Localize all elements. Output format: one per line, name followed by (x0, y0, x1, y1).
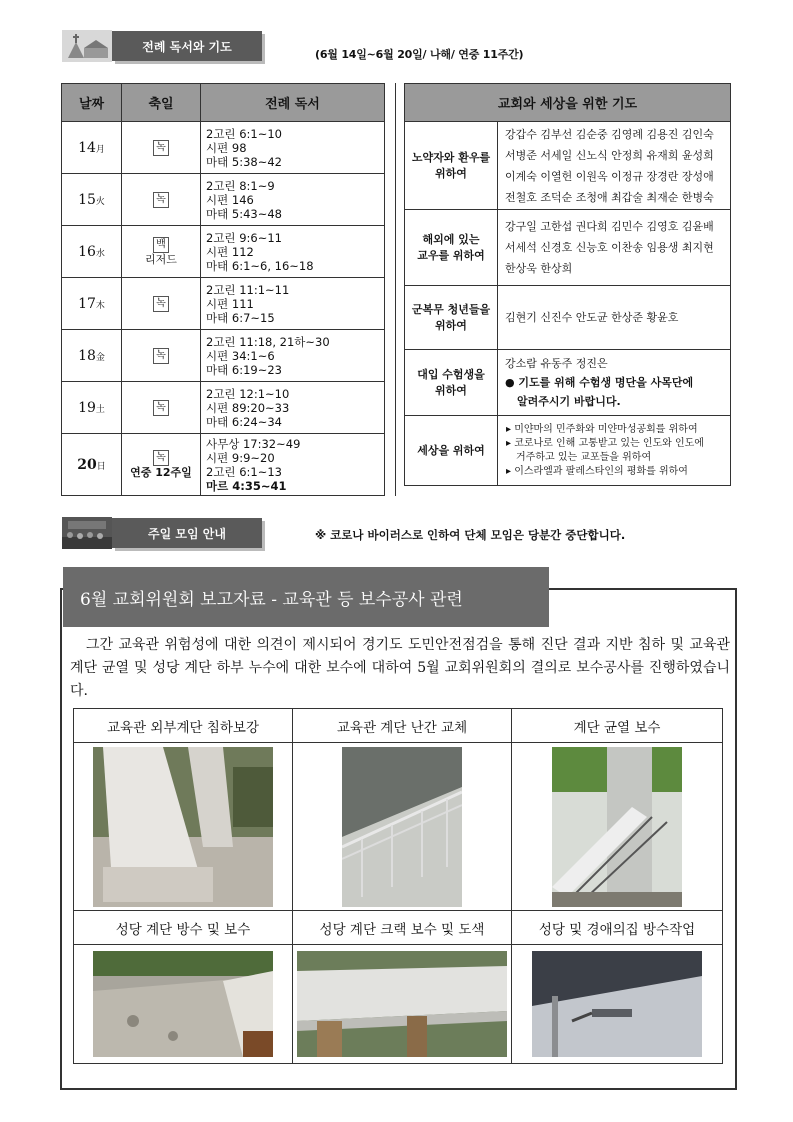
photo-cell (512, 743, 723, 911)
repair-photo-grid (73, 708, 723, 1064)
liturgical-color: 녹 (153, 400, 169, 416)
prayer-table (404, 83, 731, 486)
prayer-category: 군복무 청년들을 위하여 (405, 286, 498, 350)
feast-label: 리저드 (145, 252, 177, 266)
prayer-row (405, 286, 731, 350)
reading-line: 시편 146 (206, 192, 254, 207)
prayer-row (405, 210, 731, 286)
reading-cell (201, 122, 385, 174)
liturgical-color: 녹 (153, 450, 169, 466)
liturgy-period: (6월 14일~6월 20일/ 나해/ 연중 11주간) (315, 48, 524, 61)
prayer-names: 김현기 신진수 안도균 한상준 황윤호 (498, 286, 731, 350)
reading-line: 사무상 17:32~49 (206, 436, 301, 451)
reading-line: 시편 98 (206, 140, 247, 155)
liturgy-section-title: 전례 독서와 기도 (112, 31, 262, 61)
photo-cell (74, 743, 293, 911)
meeting-thumbnail (62, 517, 112, 549)
reading-line: 시편 112 (206, 244, 254, 259)
reading-line: 2고린 11:1~11 (206, 282, 290, 297)
reading-cell (201, 278, 385, 330)
liturgical-color: 녹 (153, 296, 169, 312)
prayer-row (405, 416, 731, 486)
reading-line: 마태 6:19~23 (206, 362, 282, 377)
prayer-category: 세상을 위하여 (405, 416, 498, 486)
report-title: 6월 교회위원회 보고자료 - 교육관 등 보수공사 관련 (63, 567, 549, 627)
photo-caption: 성당 계단 크랙 보수 및 도색 (293, 911, 512, 945)
reading-date: 20日 (62, 434, 122, 496)
feast-cell (122, 382, 201, 434)
reading-row (62, 278, 385, 330)
prayer-world-list: ▸ 미얀마의 민주화와 미얀마성공회를 위하여 ▸ 코로나로 인해 고통받고 있는 인도와 인도에 거주하고 있는 교포들을 위하여 ▸ 이스라엘과 팔레스타인의 평화를 위하여 (498, 416, 731, 486)
prayer-names: 강구일 고한섭 권다희 김민수 김영호 김윤배 서세석 신경호 신능호 이찬송 임용생 최지현 한상욱 한상희 (498, 210, 731, 286)
photo-caption: 성당 및 경애의집 방수작업 (512, 911, 723, 945)
prayer-category: 해외에 있는 교우를 위하여 (405, 210, 498, 286)
reading-line: 시편 111 (206, 296, 254, 311)
repair-photo-railing (342, 747, 462, 907)
photo-cell (74, 945, 293, 1064)
photo-caption: 성당 계단 방수 및 보수 (74, 911, 293, 945)
feast-cell (122, 122, 201, 174)
liturgy-readings-table (61, 83, 385, 496)
meeting-section-title: 주일 모임 안내 (112, 518, 262, 548)
reading-row (62, 330, 385, 382)
reading-line: 마태 6:1~6, 16~18 (206, 258, 314, 273)
reading-cell (201, 382, 385, 434)
meeting-section-header (62, 517, 262, 549)
repair-photo-crack-paint (297, 951, 507, 1057)
reading-line: 2고린 8:1~9 (206, 178, 275, 193)
reading-date: 17木 (62, 278, 122, 330)
reading-date: 19土 (62, 382, 122, 434)
feast-cell (122, 278, 201, 330)
liturgical-color: 백 (153, 237, 169, 253)
reading-line: 마태 5:38~42 (206, 154, 282, 169)
prayer-category: 대입 수험생을 위하여 (405, 350, 498, 416)
prayer-table-header: 교회와 세상을 위한 기도 (405, 84, 731, 122)
table-divider (395, 83, 396, 496)
photo-caption: 교육관 외부계단 침하보강 (74, 709, 293, 743)
reading-date: 18金 (62, 330, 122, 382)
photo-cell (293, 945, 512, 1064)
prayer-names: 강갑수 김부선 김순중 김영례 김용진 김인숙 서병준 서세일 신노식 안정희 유재희 윤성희 이계숙 이열헌 이원옥 이정규 장경란 장성애 전철호 조덕순 조청애 최갑술 최재순 한병숙 (498, 122, 731, 210)
feast-cell (122, 434, 201, 496)
photo-caption: 계단 균열 보수 (512, 709, 723, 743)
reading-line: 시편 34:1~6 (206, 348, 275, 363)
meeting-notice: ※ 코로나 바이러스로 인하여 단체 모임은 당분간 중단합니다. (315, 528, 626, 542)
repair-photo-waterproofing (532, 951, 702, 1057)
prayer-names: 강소람 유동주 정진은 ● 기도를 위해 수험생 명단을 사목단에 알려주시기 바랍니다. (498, 350, 731, 416)
reading-cell (201, 226, 385, 278)
feast-cell (122, 330, 201, 382)
reading-line: 2고린 12:1~10 (206, 386, 290, 401)
feast-label: 연중 12주일 (130, 465, 192, 479)
date-column-header: 날짜 (62, 84, 122, 122)
prayer-category: 노약자와 환우를 위하여 (405, 122, 498, 210)
reading-line: 시편 89:20~33 (206, 400, 290, 415)
repair-photo-cathedral-stairs (93, 951, 273, 1057)
photo-caption: 교육관 계단 난간 교체 (293, 709, 512, 743)
liturgical-color: 녹 (153, 192, 169, 208)
reading-line: 2고린 9:6~11 (206, 230, 282, 245)
church-thumbnail (62, 30, 112, 62)
repair-photo-stair-crack (552, 747, 682, 907)
feast-column-header: 축일 (122, 84, 201, 122)
reading-date: 15火 (62, 174, 122, 226)
reading-line: 2고린 6:1~10 (206, 126, 282, 141)
reading-row (62, 434, 385, 496)
reading-date: 14月 (62, 122, 122, 174)
reading-row (62, 382, 385, 434)
reading-line: 시편 9:9~20 (206, 450, 275, 465)
reading-cell (201, 434, 385, 496)
readings-column-header: 전례 독서 (201, 84, 385, 122)
reading-cell (201, 330, 385, 382)
feast-cell (122, 174, 201, 226)
reading-cell (201, 174, 385, 226)
photo-cell (512, 945, 723, 1064)
liturgy-section-header (62, 30, 262, 62)
reading-line: 마태 6:24~34 (206, 414, 282, 429)
reading-line: 마태 5:43~48 (206, 206, 282, 221)
reading-date: 16水 (62, 226, 122, 278)
feast-cell (122, 226, 201, 278)
repair-photo-stair-base (93, 747, 273, 907)
photo-cell (293, 743, 512, 911)
reading-line: 2고린 6:1~13 (206, 464, 282, 479)
prayer-row (405, 350, 731, 416)
liturgical-color: 녹 (153, 348, 169, 364)
reading-line: 마르 4:35~41 (206, 478, 287, 493)
liturgical-color: 녹 (153, 140, 169, 156)
prayer-row (405, 122, 731, 210)
reading-row (62, 226, 385, 278)
reading-line: 마태 6:7~15 (206, 310, 275, 325)
reading-row (62, 174, 385, 226)
report-body: 그간 교육관 위험성에 대한 의견이 제시되어 경기도 도민안전점검을 통해 진단 결과 지반 침하 및 교육관 계단 균열 및 성당 계단 하부 누수에 대한 보수에 대하여 5월 교회위원회의 결의로 보수공사를 진행하였습니다. (70, 637, 730, 699)
reading-line: 2고린 11:18, 21하~30 (206, 334, 330, 349)
reading-row (62, 122, 385, 174)
